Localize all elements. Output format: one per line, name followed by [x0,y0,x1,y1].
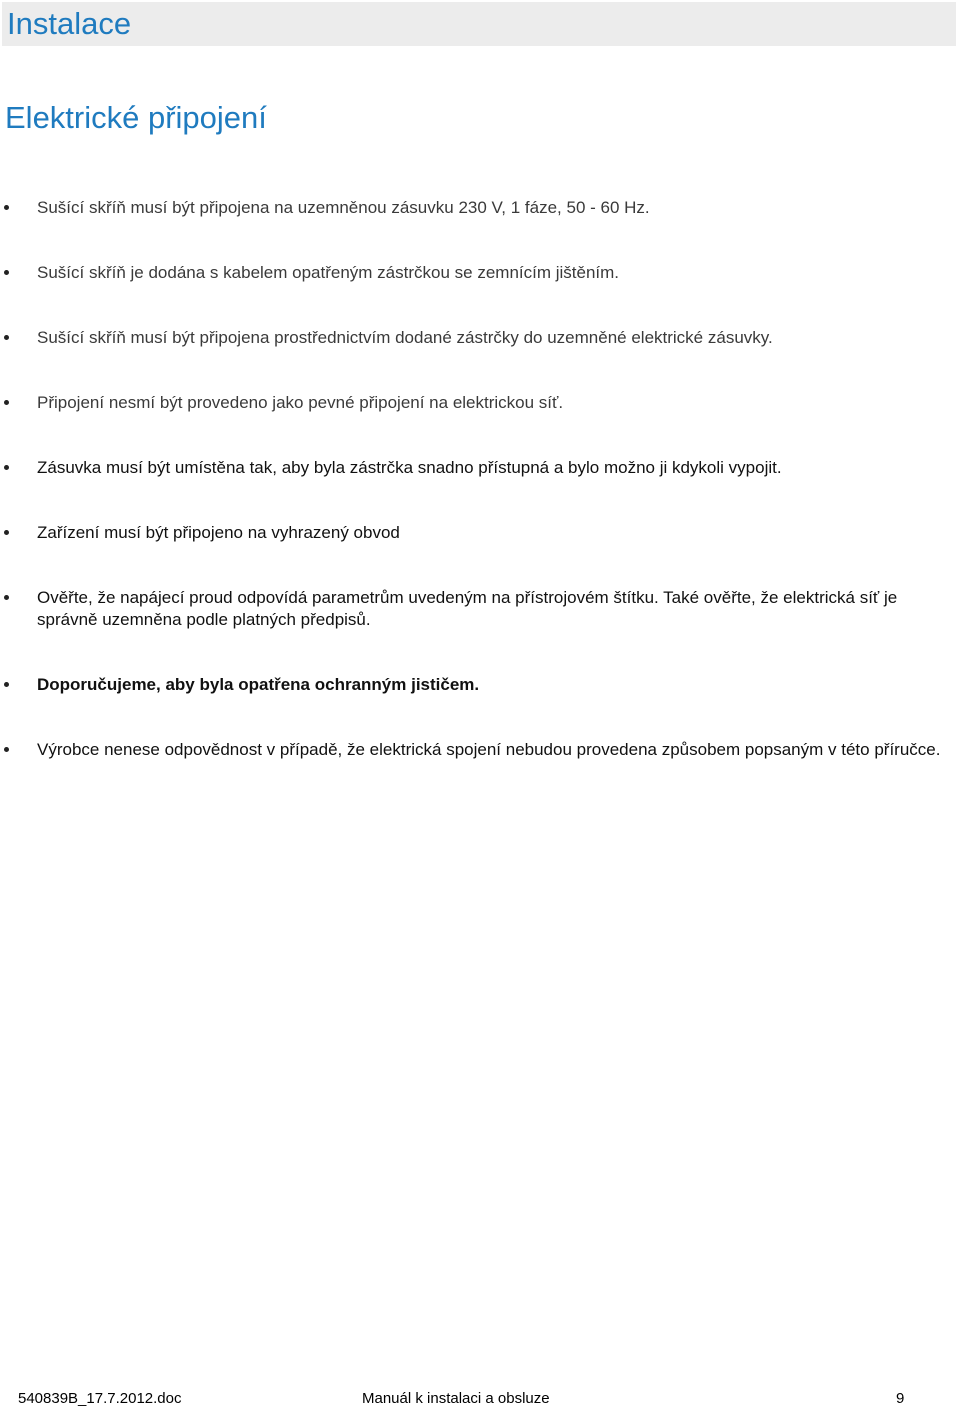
list-item-text: Výrobce nenese odpovědnost v případě, že elektrická spojení nebudou provedena způsobem popsaným v této příručce. [37,740,941,759]
footer-page-number: 9 [896,1390,905,1407]
bullet-icon [4,400,9,405]
bullet-icon [4,205,9,210]
list-item-text: Ověřte, že napájecí proud odpovídá parametrům uvedeným na přístrojovém štítku. Také ověřte, že elektrická síť je správně uzemněna podle platných předpisů. [37,588,898,629]
list-item-text: Zařízení musí být připojeno na vyhrazený obvod [37,523,400,542]
list-item-text: Sušící skříň musí být připojena prostřednictvím dodané zástrčky do uzemněné elektrické zásuvky. [37,328,773,347]
bullet-icon [4,530,9,535]
bullet-icon [4,682,9,687]
header-bar [2,2,956,46]
bullet-icon [4,465,9,470]
section-title: Elektrické připojení [5,100,267,135]
bullet-icon [4,747,9,752]
page-header-title: Instalace [7,6,132,41]
bullet-icon [4,335,9,340]
list-item-text: Sušící skříň je dodána s kabelem opatřeným zástrčkou se zemnícím jištěním. [37,263,620,282]
list-item-text: Doporučujeme, aby byla opatřena ochranným jističem. [37,675,480,694]
bullet-icon [4,595,9,600]
list-item-text: Připojení nesmí být provedeno jako pevné připojení na elektrickou síť. [37,393,564,412]
footer-doc-id: 540839B_17.7.2012.doc [18,1390,182,1407]
footer-manual-title: Manuál k instalaci a obsluze [362,1390,550,1407]
bullet-icon [4,270,9,275]
list-item-text: Zásuvka musí být umístěna tak, aby byla zástrčka snadno přístupná a bylo možno ji kdykoli vypojit. [37,458,782,477]
list-item-text: Sušící skříň musí být připojena na uzemněnou zásuvku 230 V, 1 fáze, 50 - 60 Hz. [37,198,650,217]
